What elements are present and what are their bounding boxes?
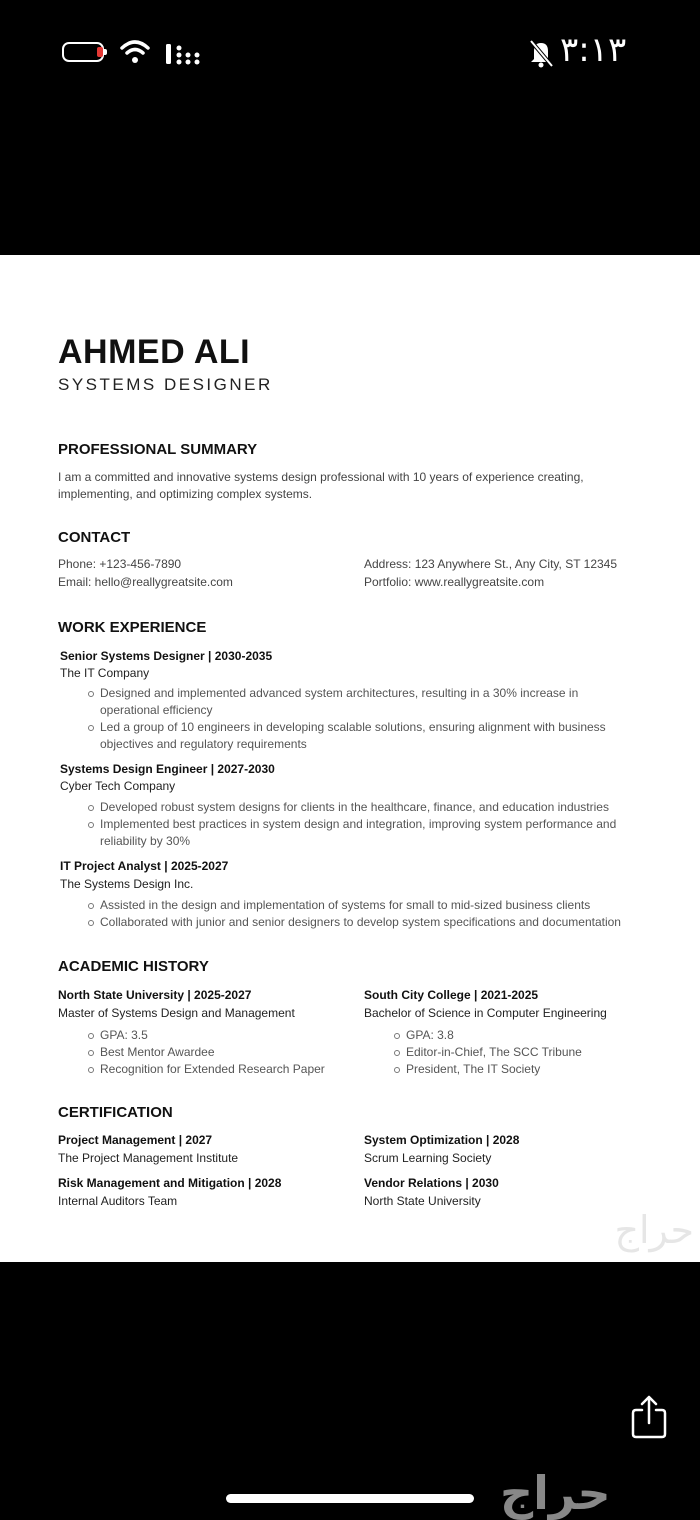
list-item: Led a group of 10 engineers in developing scalable solutions, ensuring alignment with business objectives and regulatory requirements	[100, 719, 630, 753]
school-bullets	[100, 1027, 350, 1078]
status-time: ٣:١٣	[560, 30, 627, 70]
brand-logo: حراج	[500, 1466, 611, 1520]
cert-title: Vendor Relations | 2030	[364, 1176, 499, 1190]
watermark-logo: حراج	[614, 1208, 694, 1252]
cert-issuer: Scrum Learning Society	[364, 1151, 492, 1165]
job-bullets	[100, 685, 630, 753]
resume-role: SYSTEMS DESIGNER	[58, 375, 273, 394]
list-item: Recognition for Extended Research Paper	[100, 1061, 350, 1078]
summary-heading: PROFESSIONAL SUMMARY	[58, 441, 258, 458]
job-title: IT Project Analyst | 2025-2027	[60, 859, 229, 873]
school-title: South City College | 2021-2025	[364, 988, 539, 1002]
contact-heading: CONTACT	[58, 529, 131, 546]
list-item: Editor-in-Chief, The SCC Tribune	[406, 1044, 666, 1061]
signal-icon	[164, 42, 204, 66]
school-degree: Master of Systems Design and Management	[58, 1006, 295, 1020]
resume-document	[0, 255, 700, 1262]
contact-phone: Phone: +123-456-7890	[58, 557, 182, 571]
cert-issuer: The Project Management Institute	[58, 1151, 239, 1165]
list-item: Designed and implemented advanced system architectures, resulting in a 30% increase in operational efficiency	[100, 685, 630, 719]
list-item: Developed robust system designs for clients in the healthcare, finance, and education industries	[100, 799, 630, 816]
cert-issuer: Internal Auditors Team	[58, 1194, 178, 1208]
list-item: Collaborated with junior and senior designers to develop system specifications and documentation	[100, 914, 630, 931]
resume-name: AHMED ALI	[58, 333, 251, 371]
list-item: Best Mentor Awardee	[100, 1044, 350, 1061]
home-indicator[interactable]	[226, 1494, 474, 1503]
contact-portfolio: Portfolio: www.reallygreatsite.com	[364, 575, 545, 589]
summary-line-1: I am a committed and innovative systems design professional with 10 years of experience creating,	[58, 470, 584, 484]
job-bullets	[100, 799, 630, 850]
contact-email: Email: hello@reallygreatsite.com	[58, 575, 233, 589]
job-company: Cyber Tech Company	[60, 779, 176, 793]
list-item: GPA: 3.8	[406, 1027, 666, 1044]
list-item: President, The IT Society	[406, 1061, 666, 1078]
cert-title: System Optimization | 2028	[364, 1133, 520, 1147]
school-degree: Bachelor of Science in Computer Engineering	[364, 1006, 607, 1020]
summary-line-2: implementing, and optimizing complex systems.	[58, 487, 313, 501]
job-title: Systems Design Engineer | 2027-2030	[60, 762, 275, 776]
cert-title: Risk Management and Mitigation | 2028	[58, 1176, 282, 1190]
list-item: GPA: 3.5	[100, 1027, 350, 1044]
list-item: Assisted in the design and implementation of systems for small to mid-sized business clients	[100, 897, 630, 914]
certification-heading: CERTIFICATION	[58, 1104, 173, 1121]
school-title: North State University | 2025-2027	[58, 988, 252, 1002]
academic-heading: ACADEMIC HISTORY	[58, 958, 209, 975]
work-heading: WORK EXPERIENCE	[58, 619, 207, 636]
share-icon[interactable]	[630, 1394, 668, 1440]
list-item: Implemented best practices in system design and integration, improving system performance and reliability by 30%	[100, 816, 630, 850]
battery-icon	[62, 42, 104, 62]
job-company: The Systems Design Inc.	[60, 877, 194, 891]
cert-title: Project Management | 2027	[58, 1133, 213, 1147]
bell-muted-icon	[528, 38, 554, 68]
job-title: Senior Systems Designer | 2030-2035	[60, 649, 273, 663]
job-company: The IT Company	[60, 666, 150, 680]
cert-issuer: North State University	[364, 1194, 481, 1208]
contact-address: Address: 123 Anywhere St., Any City, ST 12345	[364, 557, 618, 571]
school-bullets	[406, 1027, 666, 1078]
job-bullets	[100, 897, 630, 931]
status-bar	[0, 0, 700, 100]
wifi-icon	[120, 38, 150, 66]
